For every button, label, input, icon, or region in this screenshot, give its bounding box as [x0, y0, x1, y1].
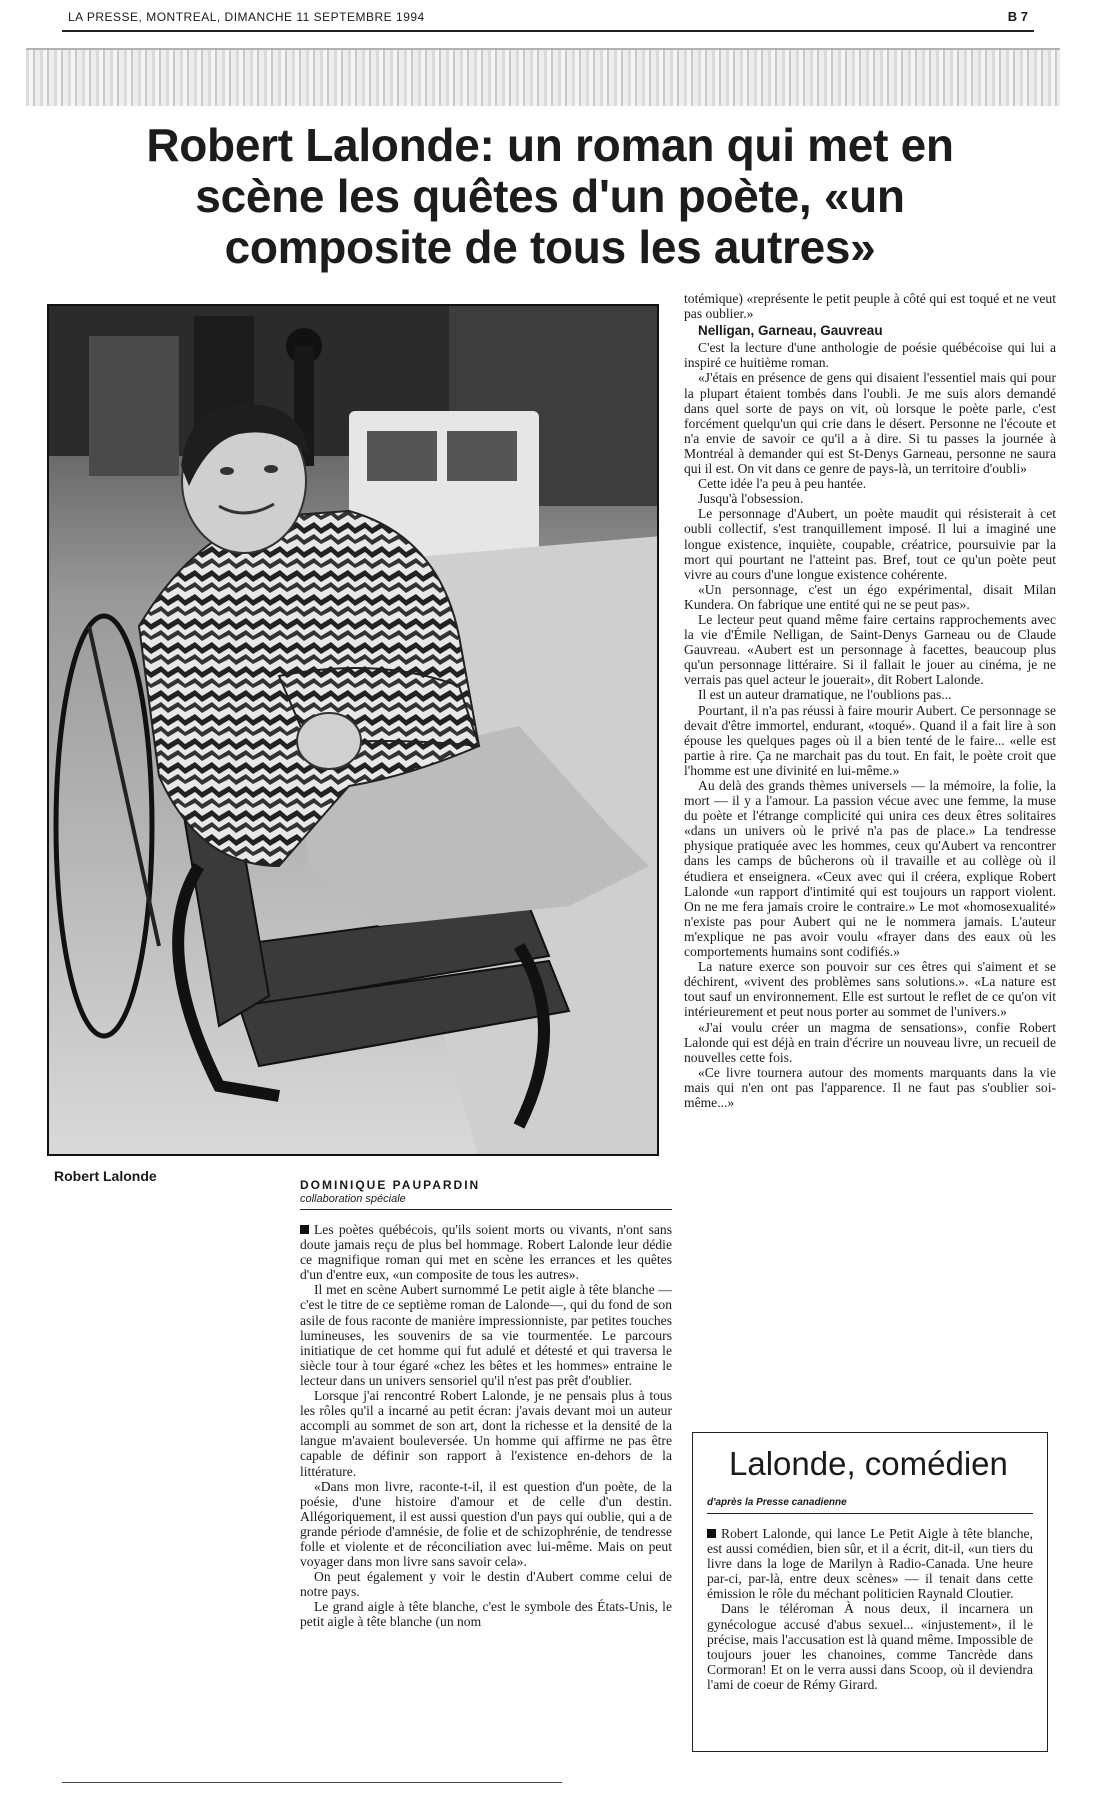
article-paragraph: La nature exerce son pouvoir sur ces êtres qui s'aiment et se déchirent, «vivent des problèmes sans solutions.». «La nature est tout sauf un environnement. Elle est surtout le reflet de ce qu'on vit intérieurement et peut nous porter au sommet de l'univers.»: [684, 959, 1056, 1020]
sidebar-credit: d'après la Presse canadienne: [707, 1497, 1033, 1514]
section-subhead: Nelligan, Garneau, Gauvreau: [698, 323, 883, 339]
article-paragraph: On peut également y voir le destin d'Aubert comme celui de notre pays.: [300, 1569, 672, 1600]
bullet-square-icon: [707, 1529, 716, 1538]
bullet-square-icon: [300, 1225, 309, 1234]
sidebar-box: [692, 1432, 1048, 1752]
sidebar-body: [707, 1526, 1033, 1692]
masthead: LA PRESSE, MONTREAL, DIMANCHE 11 SEPTEMBRE 1994: [68, 10, 425, 24]
article-paragraph: Le lecteur peut quand même faire certains rapprochements avec la vie d'Émile Nelligan, de Saint-Denys Garneau ou de Claude Gauvreau. «Aubert est un personnage à facettes, beaucoup plus qu'un personnage littéraire. Si il fallait le jouer au cinéma, je ne verrais pas quel acteur le jouerait», dit Robert Lalonde.: [684, 611, 1056, 688]
article-paragraph: «J'étais en présence de gens qui disaient l'essentiel mais qui pour la plupart étaient tombés dans l'oubli. Je me suis alors demandé dans quel sorte de pays on vit, où lorsque le poète parle, c'est forcément quelqu'un qui crie dans le désert. Personne ne l'écoute et n'a envie de savoir ce qu'il a à dire. Si tu passes la journée à Montréal à demander qui est St-Denys Garneau, personne ne saura qui il est. On vit dans ce genre de pays-là, un territoire d'oubli»: [684, 370, 1056, 477]
article-headline: Robert Lalonde: un roman qui met en scène les quêtes d'un poète, «un composite de tous les autres»: [146, 119, 954, 273]
header-divider: [62, 30, 1034, 32]
article-paragraph: Le personnage d'Aubert, un poète maudit qui résisterait à cet oubli collectif, s'est tranquillement imposé. Il lui a imaginé une longue existence, inquiète, coupable, créatrice, poursuivie par la mort qui pourtant ne l'atteint pas. Bref, tout ce qu'un poète peut vivre au cours d'une longue existence cohérente.: [684, 506, 1056, 582]
author-photo: [47, 304, 659, 1156]
article-paragraph: «Un personnage, c'est un égo expérimental, disait Milan Kundera. On fabrique une entité qui ne se peut pas».: [684, 581, 1056, 612]
byline-divider: [300, 1209, 672, 1210]
sidebar-title: Lalonde, comédien: [729, 1445, 1008, 1482]
footer-divider: [62, 1782, 562, 1783]
page-number: B 7: [1007, 9, 1028, 24]
article-paragraph: Il met en scène Aubert surnommé Le petit aigle à tête blanche —c'est le titre de ce septième roman de Lalonde—, qui du fond de son asile de fous raconte de manière impressionniste, par petites touches lumineuses, les souvenirs de sa vie tourmentée. Le parcours initiatique de cet homme qui fut adulé et détesté et qui traversa le siècle tour à tour égaré «chez les bêtes et les hommes» entraine le lecteur dans un univers sensoriel qu'il n'est pas prêt d'oublier.: [300, 1282, 672, 1388]
article-column-1: [300, 1222, 672, 1630]
article-paragraph: Les poètes québécois, qu'ils soient morts ou vivants, n'ont sans doute jamais reçu de plus bel hommage. Robert Lalonde leur dédie ce magnifique roman qui met en scène les errances et les quêtes d'un d'entre eux, «un composite de tous les autres».: [300, 1222, 672, 1283]
article-paragraph: Il est un auteur dramatique, ne l'oublions pas...: [698, 687, 952, 703]
article-paragraph: Le grand aigle à tête blanche, c'est le symbole des États-Unis, le petit aigle à tête blanche (un nom: [300, 1599, 672, 1630]
article-column-2: [684, 291, 1056, 1110]
author-name: DOMINIQUE PAUPARDIN: [300, 1178, 481, 1192]
page-header: [68, 6, 1028, 30]
article-paragraph: C'est la lecture d'une anthologie de poésie québécoise qui lui a inspiré ce huitième roman.: [684, 340, 1056, 371]
byline: [300, 1178, 672, 1205]
article-paragraph: «Dans mon livre, raconte-t-il, il est question d'un poète, de la poésie, d'une histoire d'amour et de celle d'un destin. Allégoriquement, il est aussi question d'un pays qui oublie, qui a de grande période d'amnésie, de folie et de schizophrénie, de tendresse folle et violente et de réconciliation avec lui-même. Mais on peut voyager dans mon livre sans savoir cela».: [300, 1478, 672, 1570]
sidebar-paragraph: Robert Lalonde, qui lance Le Petit Aigle à tête blanche, est aussi comédien, bien sûr, et il a écrit, dit-il, «un tiers du livre dans la loge de Marilyn à Radio-Canada. Une heure par-ci, par-là, entre deux scènes» — il tenait dans cette émission le rôle du méchant politicien Raynald Cloutier.: [707, 1526, 1033, 1602]
article-paragraph: Lorsque j'ai rencontré Robert Lalonde, je ne pensais plus à tous les rôles qu'il a incarné au petit écran: j'avais devant moi un auteur accompli au sommet de son art, dont la richesse et la densité de la langue m'avaient bouleversée. Un homme qui affirme ne pas être capable de définir son rapport à l'existence en-dehors de la littérature.: [300, 1388, 672, 1479]
article-paragraph: «Ce livre tournera autour des moments marquants dans la vie mais qui n'en ont pas l'apparence. Il ne faut pas s'oublier soi-même...»: [684, 1064, 1056, 1110]
article-paragraph: totémique) «représente le petit peuple à côté qui est toqué et ne veut pas oublier.»: [684, 291, 1056, 322]
sidebar-paragraph: Dans le téléroman À nous deux, il incarnera un gynécologue accusé d'abus sexuel... «injustement», il le précise, mais l'accusation est là quand même. Impossible de toujours jouer les chanoines, comme Tancrède dans Cormoran! Et on le verra aussi dans Scoop, où il deviendra l'ami de coeur de Rémy Girard.: [707, 1601, 1033, 1692]
scan-artifact-band: [26, 48, 1060, 106]
article-paragraph: Cette idée l'a peu à peu hantée.: [698, 476, 867, 492]
author-role: collaboration spéciale: [300, 1193, 406, 1205]
article-paragraph: Pourtant, il n'a pas réussi à faire mourir Aubert. Ce personnage se devait d'être immortel, endurant, «toqué». Quand il a fait lire à son épouse les quelques pages où il a bien tenté de le faire... «elle est partie à rire. Ça ne marchait pas du tout. En fait, le poète croit que l'homme est une divinité en lui-même.»: [684, 702, 1056, 778]
photo-caption: Robert Lalonde: [54, 1168, 157, 1184]
article-paragraph: Au delà des grands thèmes universels — la mémoire, la folie, la mort — il y a l'amour. La passion vécue avec une femme, la muse du poète et l'étrange complicité qui unira ces deux êtres solitaires «dans un univers où le privé n'a pas de place.» La tendresse physique pratiquée avec les hommes, ceux qu'Aubert va rencontrer dans les camps de bûcherons où il travaille et au collège où il étudiera et enseignera. «Ceux avec qui il créera, explique Robert Lalonde «un rapport d'intimité qui est toujours un rapport violent. On ne me fera jamais croire le contraire.» Le mot «homosexualité» n'existe pas pour Aubert qui ne le nommera jamais. L'auteur m'explique ne pas avoir voulu «frayer dans des eaux où les comportements humains sont codifiés.»: [684, 778, 1056, 960]
article-paragraph: Jusqu'à l'obsession.: [698, 491, 804, 507]
article-paragraph: «J'ai voulu créer un magma de sensations», confie Robert Lalonde qui est déjà en train d'écrire un nouveau livre, un recueil de nouvelles cette fois.: [684, 1019, 1056, 1065]
